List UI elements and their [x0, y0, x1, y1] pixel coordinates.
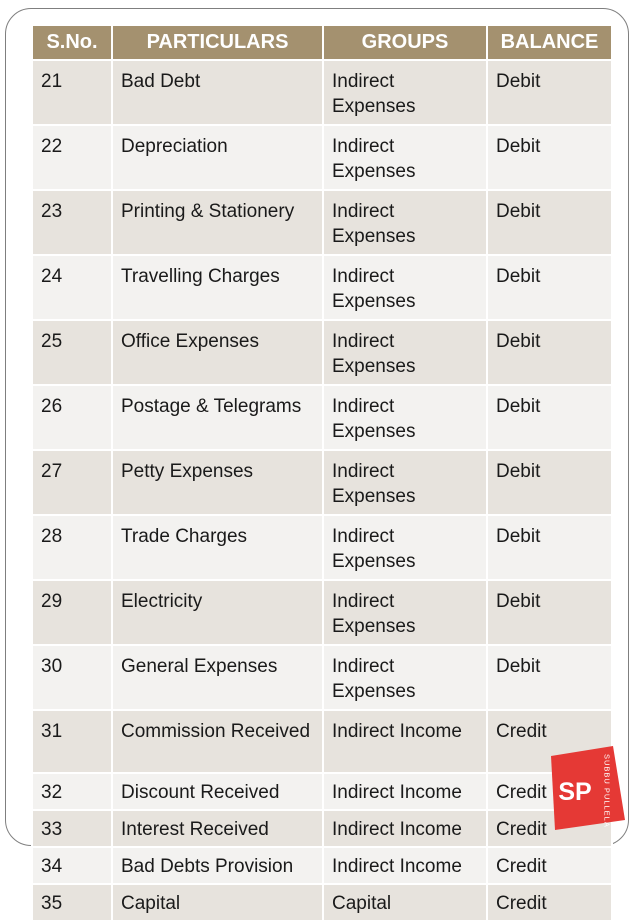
table-row: [32, 385, 612, 450]
table-row: [32, 773, 612, 810]
cell-particulars: Postage & Telegrams: [112, 385, 323, 450]
cell-particulars: Trade Charges: [112, 515, 323, 580]
cell-particulars: Petty Expenses: [112, 450, 323, 515]
table-row: [32, 580, 612, 645]
cell-particulars: Discount Received: [112, 773, 323, 810]
cell-groups: Indirect Expenses: [323, 515, 487, 580]
cell-particulars: Travelling Charges: [112, 255, 323, 320]
cell-groups: Indirect Expenses: [323, 645, 487, 710]
cell-sno: 33: [32, 810, 112, 847]
cell-sno: 23: [32, 190, 112, 255]
cell-sno: 35: [32, 884, 112, 921]
cell-sno: 22: [32, 125, 112, 190]
table-row: [32, 255, 612, 320]
logo-initials: SP: [558, 778, 592, 806]
cell-sno: 24: [32, 255, 112, 320]
cell-balance: Debit: [487, 645, 612, 710]
table-row: [32, 125, 612, 190]
cell-particulars: Interest Received: [112, 810, 323, 847]
cell-balance: Credit: [487, 773, 612, 810]
cell-particulars: Depreciation: [112, 125, 323, 190]
cell-groups: Capital: [323, 884, 487, 921]
cell-sno: 27: [32, 450, 112, 515]
cell-balance: Debit: [487, 385, 612, 450]
table-row: [32, 847, 612, 884]
cell-sno: 25: [32, 320, 112, 385]
cell-sno: 21: [32, 60, 112, 125]
cell-particulars: Commission Received: [112, 710, 323, 773]
cell-balance: Debit: [487, 450, 612, 515]
cell-balance: Debit: [487, 515, 612, 580]
cell-balance: Credit: [487, 884, 612, 921]
sp-logo: [545, 746, 627, 832]
cell-groups: Indirect Expenses: [323, 450, 487, 515]
cell-groups: Indirect Expenses: [323, 190, 487, 255]
cell-groups: Indirect Expenses: [323, 125, 487, 190]
cell-sno: 32: [32, 773, 112, 810]
ledger-groups-table: [31, 24, 613, 922]
cell-sno: 28: [32, 515, 112, 580]
cell-groups: Indirect Income: [323, 773, 487, 810]
cell-particulars: Office Expenses: [112, 320, 323, 385]
table-row: [32, 810, 612, 847]
header-sno: S.No.: [32, 25, 112, 60]
table-row: [32, 884, 612, 921]
cell-groups: Indirect Income: [323, 847, 487, 884]
cell-groups: Indirect Expenses: [323, 580, 487, 645]
header-groups: GROUPS: [323, 25, 487, 60]
cell-particulars: Electricity: [112, 580, 323, 645]
header-particulars: PARTICULARS: [112, 25, 323, 60]
cell-balance: Credit: [487, 847, 612, 884]
table-header-row: [32, 25, 612, 60]
cell-balance: Debit: [487, 320, 612, 385]
table-row: [32, 710, 612, 773]
cell-particulars: Bad Debts Provision: [112, 847, 323, 884]
cell-sno: 31: [32, 710, 112, 773]
header-balance: BALANCE: [487, 25, 612, 60]
cell-balance: Debit: [487, 580, 612, 645]
cell-balance: Credit: [487, 710, 612, 773]
cell-groups: Indirect Expenses: [323, 60, 487, 125]
cell-balance: Debit: [487, 255, 612, 320]
table-row: [32, 60, 612, 125]
cell-sno: 29: [32, 580, 112, 645]
cell-balance: Debit: [487, 125, 612, 190]
cell-balance: Credit: [487, 810, 612, 847]
cell-groups: Indirect Income: [323, 810, 487, 847]
cell-groups: Indirect Expenses: [323, 255, 487, 320]
cell-groups: Indirect Expenses: [323, 320, 487, 385]
cell-balance: Debit: [487, 60, 612, 125]
logo-side-text: SUBBU PULLELA: [602, 754, 612, 828]
cell-sno: 26: [32, 385, 112, 450]
table-row: [32, 190, 612, 255]
cell-particulars: Capital: [112, 884, 323, 921]
cell-balance: Debit: [487, 190, 612, 255]
cell-particulars: General Expenses: [112, 645, 323, 710]
table-row: [32, 645, 612, 710]
cell-groups: Indirect Income: [323, 710, 487, 773]
table-row: [32, 515, 612, 580]
table-row: [32, 450, 612, 515]
cell-groups: Indirect Expenses: [323, 385, 487, 450]
cell-particulars: Bad Debt: [112, 60, 323, 125]
table-row: [32, 320, 612, 385]
cell-sno: 34: [32, 847, 112, 884]
cell-sno: 30: [32, 645, 112, 710]
cell-particulars: Printing & Stationery: [112, 190, 323, 255]
